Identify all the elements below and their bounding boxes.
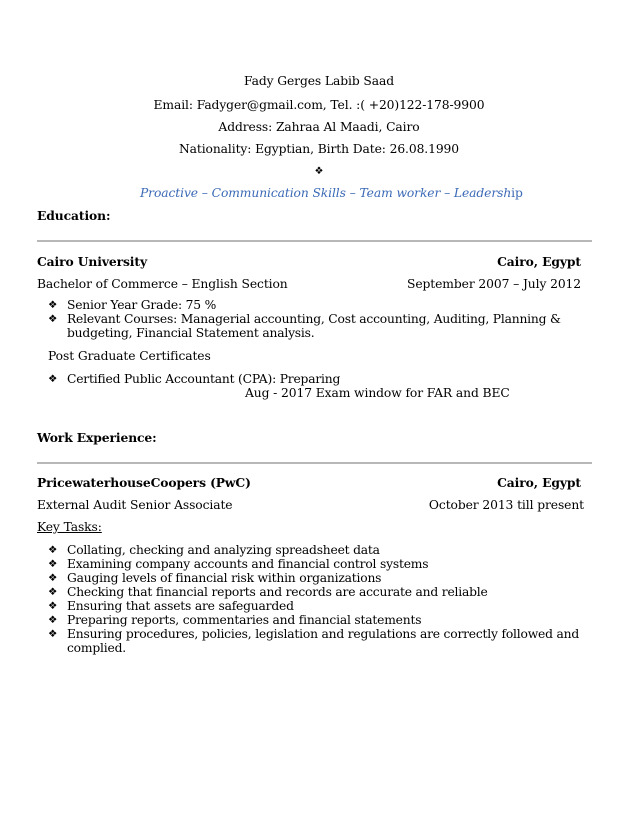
list-item: ❖ Ensuring procedures, policies, legislation and regulations are correctly followed and complied. [48, 627, 580, 655]
exam-window-note: Aug - 2017 Exam window for FAR and BEC [245, 386, 510, 400]
list-item: ❖ Gauging levels of financial risk within organizations [48, 571, 382, 585]
work-company: PricewaterhouseCoopers (PwC) [37, 475, 251, 490]
section-rule [37, 462, 592, 464]
certificate-bullets [48, 372, 596, 386]
work-heading: Work Experience: [37, 430, 157, 445]
diamond-bullet-icon: ❖ [48, 614, 58, 626]
candidate-name: Fady Gerges Labib Saad [244, 74, 394, 88]
list-item: ❖ Ensuring that assets are safeguarded [48, 599, 294, 613]
address-line: Address: Zahraa Al Maadi, Cairo [218, 120, 420, 134]
section-rule [37, 240, 592, 242]
education-bullets [48, 298, 596, 340]
contact-line: Email: Fadyger@gmail.com, Tel. :( +20)122-178-9900 [153, 98, 485, 112]
diamond-bullet-icon: ❖ [48, 373, 58, 385]
list-item: ❖ Relevant Courses: Managerial accounting, Cost accounting, Auditing, Planning & budgeting, Financial Statement analysis. [48, 312, 561, 340]
tagline-tail: ip [511, 186, 523, 200]
key-tasks-heading: Key Tasks: [37, 520, 102, 534]
list-item: ❖ Senior Year Grade: 75 % [48, 298, 217, 312]
list-item: ❖ Checking that financial reports and records are accurate and reliable [48, 585, 488, 599]
education-institution: Cairo University [37, 254, 147, 269]
diamond-bullet-icon: ❖ [48, 586, 58, 598]
diamond-bullet-icon: ❖ [48, 299, 58, 311]
work-role: External Audit Senior Associate [37, 498, 233, 512]
list-item: ❖ Examining company accounts and financial control systems [48, 557, 429, 571]
tagline [140, 186, 523, 200]
education-dates: September 2007 – July 2012 [407, 277, 581, 291]
list-item: ❖ Collating, checking and analyzing spreadsheet data [48, 543, 380, 557]
education-heading: Education: [37, 208, 111, 223]
diamond-bullet-icon: ❖ [48, 572, 58, 584]
tagline-italic: Proactive – Communication Skills – Team worker – Leadersh [140, 186, 512, 200]
diamond-bullet-icon: ❖ [48, 558, 58, 570]
diamond-bullet-icon: ❖ [48, 544, 58, 556]
diamond-bullet-icon: ❖ [48, 313, 58, 325]
education-degree: Bachelor of Commerce – English Section [37, 277, 288, 291]
list-item: ❖ Preparing reports, commentaries and financial statements [48, 613, 422, 627]
work-dates: October 2013 till present [428, 498, 584, 512]
nationality-line: Nationality: Egyptian, Birth Date: 26.08.1990 [178, 142, 460, 156]
diamond-bullet-icon: ❖ [48, 628, 58, 640]
task-bullets [48, 543, 608, 655]
education-location: Cairo, Egypt [497, 254, 581, 269]
work-location: Cairo, Egypt [497, 475, 581, 490]
list-item: ❖ Certified Public Accountant (CPA): Preparing [48, 372, 341, 386]
diamond-bullet-icon: ❖ [48, 600, 58, 612]
diamond-divider-icon: ❖ [314, 166, 324, 177]
post-graduate-heading: Post Graduate Certificates [48, 349, 211, 363]
